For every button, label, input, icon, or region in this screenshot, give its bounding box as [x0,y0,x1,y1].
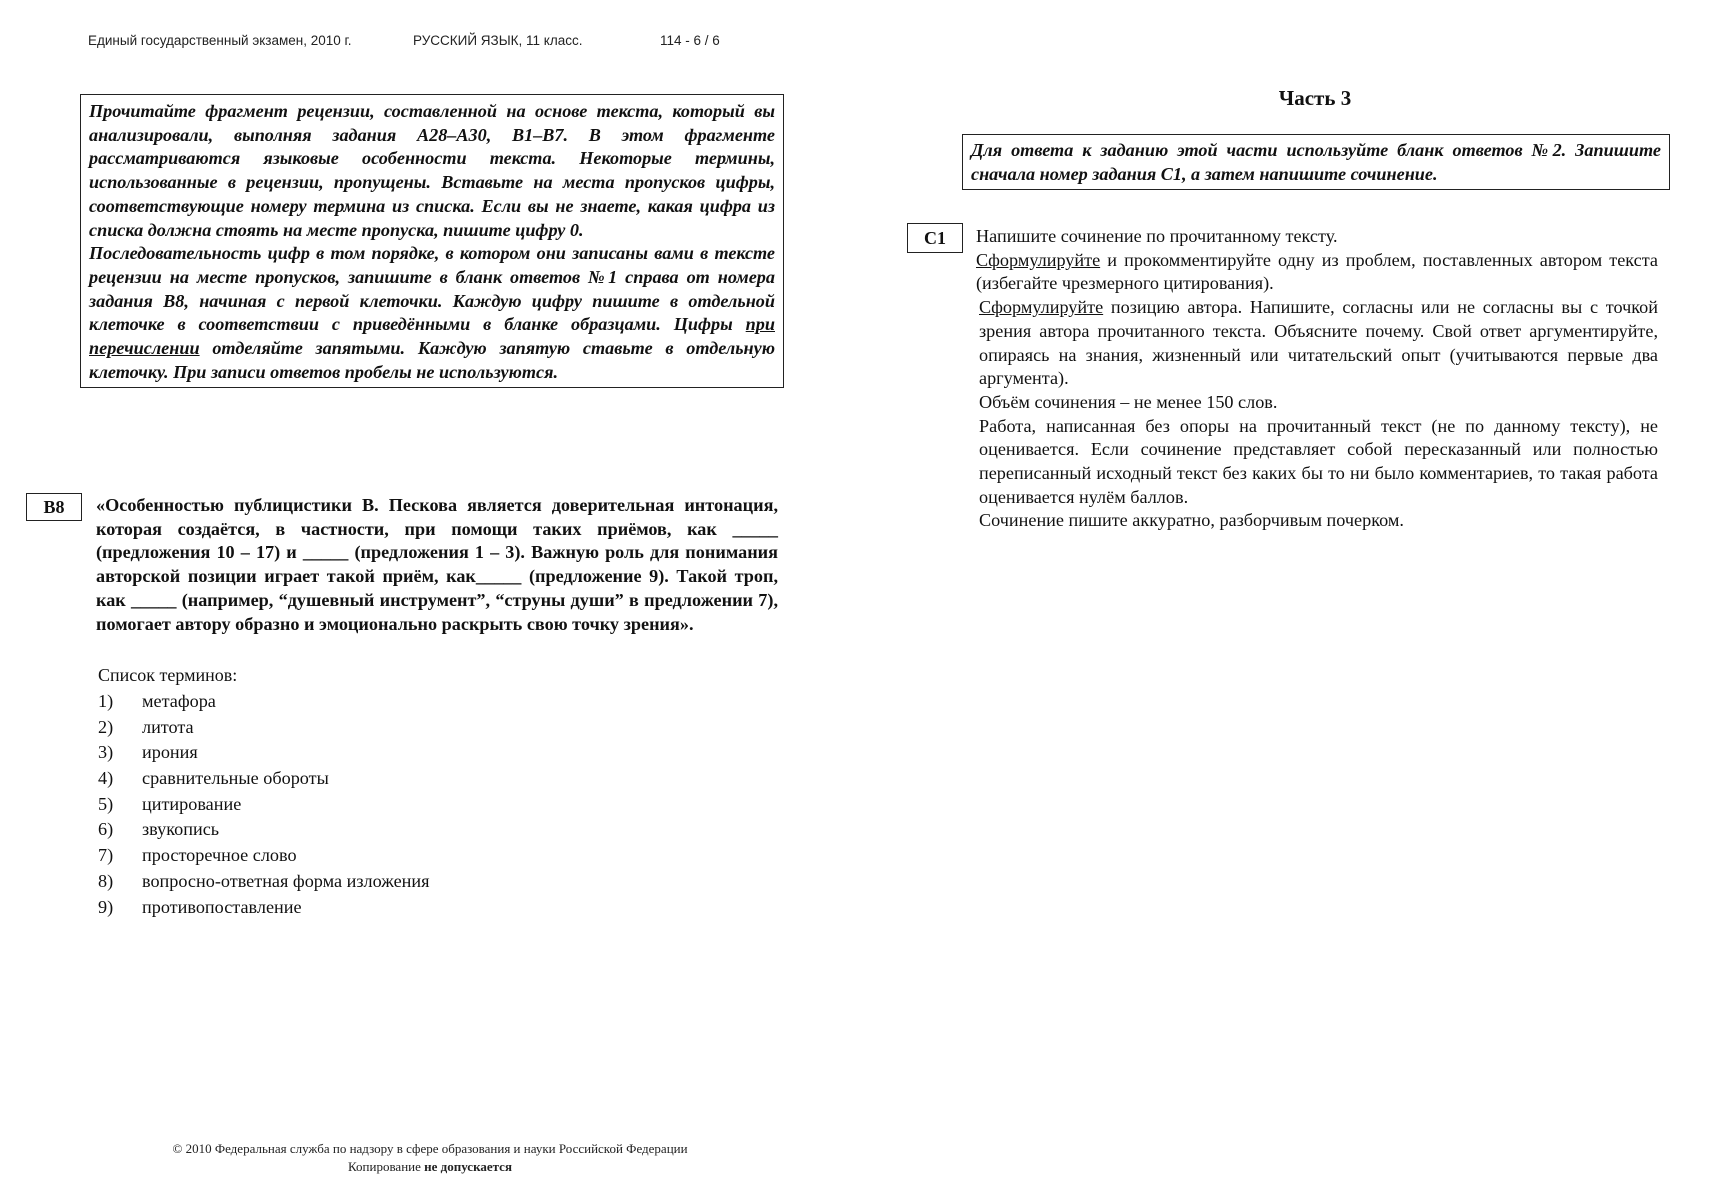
b8-review-text: «Особенностью публицистики В. Пескова является доверительная интонация, которая создаётся, в частности, при помощи таких приёмов, как _____ (предложения 10 – 17) и _____ (предложения 1 – 3). Важную роль для понимания авторской позиции играет такой приём, как_____ (предложение 9). Такой троп, как _____ (например, “душевный инструмент”, “струны души” в предложении 7), помогает автору образно и эмоционально раскрыть свою точку зрения». [96,495,778,634]
list-item: 5) цитирование [98,793,242,814]
c1-task-text [976,225,1658,533]
list-item: 1) метафора [98,691,216,711]
c1-volume: Объём сочинения – не менее 150 слов. [979,391,1278,412]
exam-title: Единый государственный экзамен, 2010 г. [88,33,352,48]
footer-copyright: © 2010 Федеральная служба по надзору в сфере образования и науки Российской Федерации [172,1141,688,1156]
list-item: 2) литота [98,716,194,737]
page-footer [130,1140,730,1176]
list-item: 3) ирония [98,742,198,763]
list-item: 6) звукопись [98,819,220,840]
c1-line-1: Напишите сочинение по прочитанному тексту. [976,226,1338,246]
c1-line-3: Сформулируйте позицию автора. Напишите, согласны или не согласны вы с точкой зрения автора прочитанного текста. Объясните почему. Свой ответ аргументируйте, опираясь на знания, жизненный или читательский опыт (учитываются первые два аргумента). [979,297,1658,389]
terms-title: Список терминов: [98,665,238,685]
list-item: 4) сравнительные обороты [98,768,329,789]
page-number: 114 - 6 / 6 [660,33,720,48]
instructions-paragraph-2: Последовательность цифр в том порядке, в котором они записаны вами в тексте рецензии на месте пропусков, запишите в бланк ответов №1 справа от номера задания B8, начиная с первой клеточки. Каждую цифру пишите в отдельной клеточке в соответствии с приведёнными в бланке образцами. Цифры при перечислении отделяйте запятыми. Каждую запятую ставьте в отдельную клеточку. При записи ответов пробелы не используются. [89,243,775,382]
task-b8-label: B8 [26,493,82,521]
b8-instructions-box [80,94,784,388]
list-item: 8) вопросно-ответная форма изложения [98,870,430,891]
terms-list [98,689,429,920]
instructions-paragraph-1: Прочитайте фрагмент рецензии, составленной на основе текста, который вы анализировали, выполняя задания A28–A30, B1–B7. В этом фрагменте рассматриваются языковые особенности текста. Некоторые термины, использованные в рецензии, пропущены. Вставьте на места пропусков цифры, соответствующие номеру термина из списка. Если вы не знаете, какая цифра из списка должна стоять на месте пропуска, пишите цифру 0. [89,101,775,240]
task-c1-label: С1 [907,223,963,253]
list-item: 7) просторечное слово [98,845,297,866]
footer-copy-notice: Копирование не допускается [348,1159,512,1174]
subject-title: РУССКИЙ ЯЗЫК, 11 класс. [413,33,583,48]
list-item: 9) противопоставление [98,896,302,917]
underlined-phrase: при перечислении [89,314,775,359]
c1-neat: Сочинение пишите аккуратно, разборчивым почерком. [979,510,1404,531]
part3-instructions-box: Для ответа к заданию этой части используйте бланк ответов №2. Запишите сначала номер задания С1, а затем напишите сочинение. [962,134,1670,190]
c1-line-2: Сформулируйте и прокомментируйте одну из проблем, поставленных автором текста (избегайте чрезмерного цитирования). [976,249,1658,294]
part3-title: Часть 3 [1278,86,1352,110]
c1-rule: Работа, написанная без опоры на прочитанный текст (не по данному тексту), не оценивается. Если сочинение представляет собой пересказанный или полностью переписанный исходный текст без каких бы то ни было комментариев, то такая работа оценивается нулём баллов. [979,415,1658,507]
